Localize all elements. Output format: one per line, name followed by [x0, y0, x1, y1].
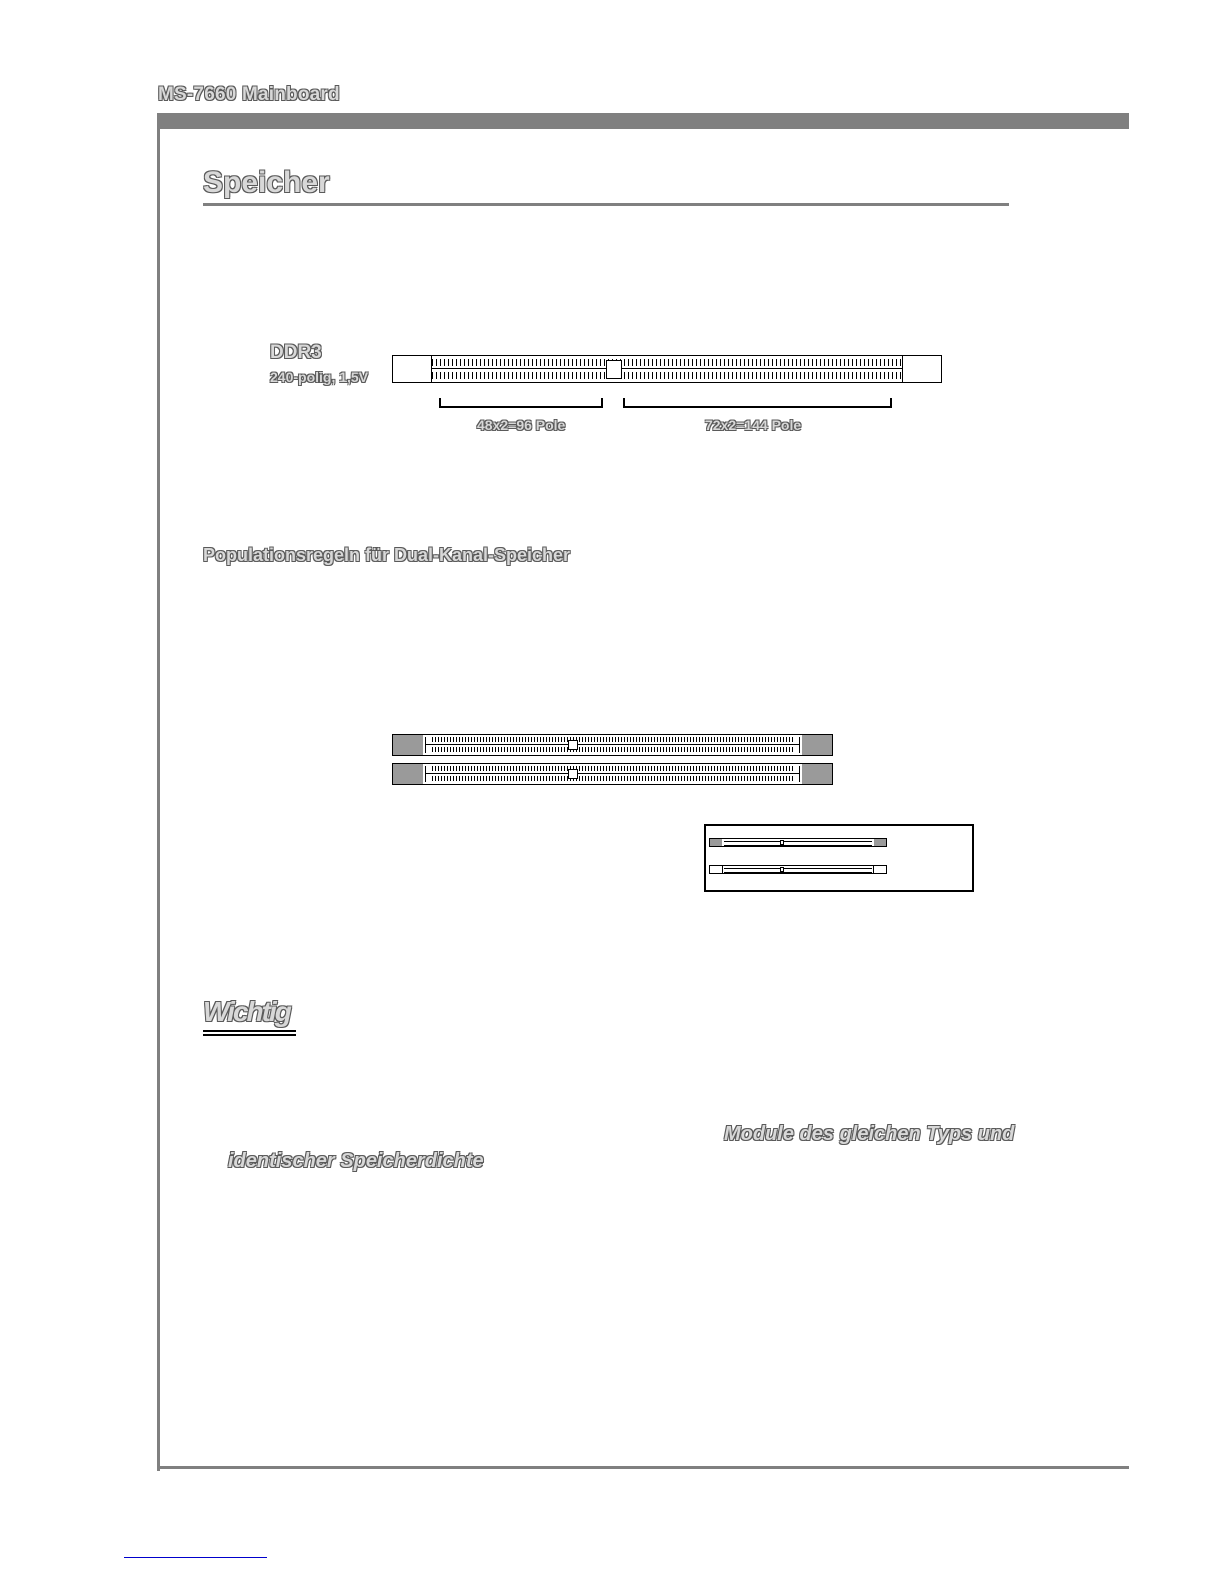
important-underline [203, 1030, 296, 1032]
ddr-type-label: DDR3 [270, 342, 322, 363]
important-emphasis-line-2: identischer Speicherdichte [228, 1150, 484, 1172]
left-pin-bracket [439, 398, 603, 408]
header-bar [158, 113, 1129, 129]
ddr-spec-label: 240-polig, 1,5V [270, 369, 369, 385]
title-underline [203, 203, 1009, 206]
legend-empty-slot-icon [709, 865, 887, 874]
important-heading: Wichtig [203, 996, 290, 1027]
bottom-rule [157, 1466, 1129, 1469]
right-pin-count-label: 72x2=144 Pole [705, 417, 802, 433]
footer-link-underline[interactable] [124, 1557, 267, 1558]
module-pin-area [431, 356, 903, 382]
slot-legend [704, 824, 974, 892]
left-pin-count-label: 48x2=96 Pole [477, 417, 566, 433]
important-emphasis-line-1: Module des gleichen Typs und [724, 1123, 1015, 1145]
right-pin-bracket [623, 398, 892, 408]
section-title: Speicher [203, 166, 330, 199]
ddr3-module-diagram [392, 355, 942, 383]
important-underline-second [203, 1034, 296, 1036]
header-title: MS-7660 Mainboard [158, 84, 340, 105]
population-heading: Populationsregeln für Dual-Kanal-Speicher [203, 545, 571, 565]
left-margin-rule [157, 113, 160, 1471]
dimm-slot-1 [392, 734, 833, 756]
module-key-notch [606, 360, 622, 379]
legend-installed-slot-icon [709, 838, 887, 847]
dimm-slot-2 [392, 763, 833, 785]
